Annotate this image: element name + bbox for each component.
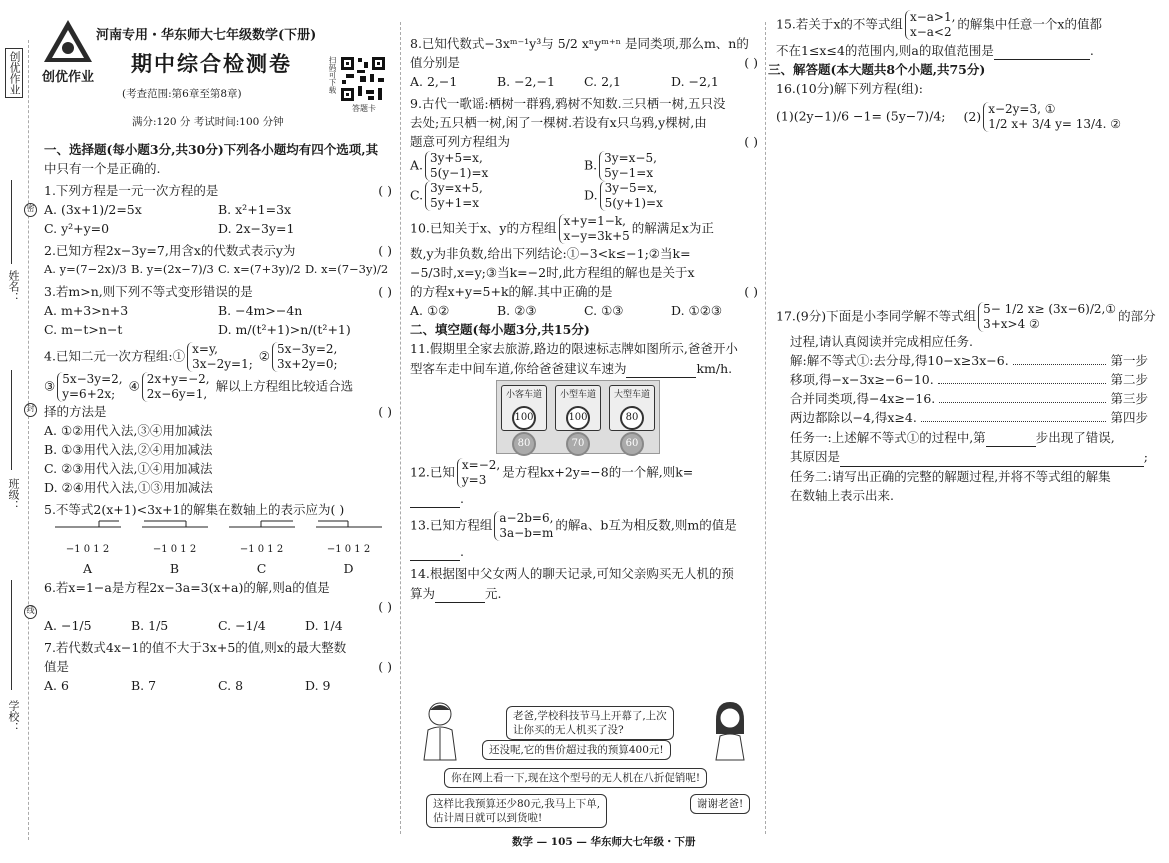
- question-5-numberlines: [44, 519, 392, 578]
- q2-option-c[interactable]: C. x=(7+3y)/2: [218, 262, 301, 276]
- q4-option-d[interactable]: D. ②④用代入法,①③用加减法: [44, 480, 213, 495]
- question-6-options: [44, 616, 392, 635]
- daughter-figure-icon: [708, 700, 752, 762]
- lane-sign-1: 小客车道 10080: [501, 385, 547, 431]
- cut-line: [28, 40, 29, 840]
- q1-option-c[interactable]: C. y²+y=0: [44, 221, 110, 236]
- section-fill-heading: 二、填空题(每小题3分,共15分): [410, 322, 590, 337]
- chat-message-daughter-2: 你在网上看一下,现在这个型号的无人机在八折促销呢!: [444, 768, 707, 788]
- seal-mark-1: 密: [24, 203, 37, 217]
- q9-option-c[interactable]: C. 3y=x+5, 5y+1=x: [410, 181, 483, 210]
- chat-message-daughter-1: 老爸,学校科技节马上开幕了,上次 让你买的无人机买了没?: [506, 706, 674, 740]
- q7-option-b[interactable]: B. 7: [131, 678, 157, 693]
- question-15: 15.若关于x的不等式组 x−a>1, x−a<2的解集中任意一个x的值都: [776, 10, 1102, 39]
- question-8-options: [410, 72, 758, 91]
- q13-answer-blank[interactable]: [410, 541, 460, 561]
- q9-option-b[interactable]: B. 3y=x−5, 5y−1=x: [584, 151, 657, 180]
- q17-steps: [776, 351, 1148, 427]
- q16-part-1: (1)(2y−1)/6 −1= (5y−7)/4;: [776, 108, 946, 124]
- question-1-options-row2: [44, 219, 392, 238]
- qr-label: 答题卡: [352, 104, 376, 113]
- q10-option-b[interactable]: B. ②③: [497, 303, 537, 318]
- q8-option-d[interactable]: D. −2,1: [671, 74, 719, 89]
- logo-text: 创优作业: [42, 70, 95, 85]
- school-line: [11, 580, 12, 690]
- q9-option-a[interactable]: A. 3y+5=x, 5(y−1)=x: [410, 151, 489, 180]
- q4-option-a[interactable]: A. ①②用代入法,③④用加减法: [44, 423, 213, 438]
- q12-answer-blank[interactable]: [410, 488, 460, 508]
- question-7-options: [44, 676, 392, 695]
- q3-option-a[interactable]: A. m+3>n+3: [44, 303, 129, 318]
- q2-option-d[interactable]: D. x=(7−3y)/2: [305, 262, 389, 276]
- question-13: 13.已知方程组 a−2b=6, 3a−b=m的解a、b互为相反数,则m的值是: [410, 511, 737, 540]
- q4-option-b[interactable]: B. ①③用代入法,②④用加减法: [44, 442, 213, 457]
- question-7: 7.若代数式4x−1的值不大于3x+5的值,则x的最大整数: [44, 640, 347, 655]
- logo-icon: [42, 18, 94, 64]
- q17-step-1: 解:解不等式①:去分母,得10−x≥3x−6. 第一步: [790, 353, 1148, 368]
- father-figure-icon: [418, 700, 462, 762]
- q7-option-a[interactable]: A. 6: [44, 678, 69, 693]
- question-11: 11.假期里全家去旅游,路边的限速标志牌如图所示,爸爸开小: [410, 341, 738, 356]
- number-line-icon: [314, 519, 384, 535]
- sidebar-brand: 创优作业: [5, 48, 23, 98]
- score-time: 满分:120 分 考试时间:100 分钟: [132, 116, 284, 128]
- q6-option-c[interactable]: C. −1/4: [218, 618, 266, 633]
- q3-option-c[interactable]: C. m−t>n−t: [44, 322, 123, 337]
- q17-answer-space[interactable]: [776, 505, 1148, 705]
- name-label: 姓名：: [7, 270, 20, 303]
- q11-answer-blank[interactable]: [626, 358, 696, 378]
- question-3-options-row2: [44, 320, 392, 339]
- chat-illustration: [418, 700, 758, 828]
- question-2: 2.已知方程2x−3y=7,用含x的代数式表示y为 ( ): [44, 243, 392, 258]
- q17-reason-blank[interactable]: [840, 447, 1144, 467]
- q5-option-a[interactable]: −1 0 1 2 A: [44, 519, 131, 578]
- question-1-options-row1: [44, 200, 392, 219]
- question-9-options-row1: [410, 151, 758, 181]
- question-3: 3.若m>n,则下列不等式变形错误的是 ( ): [44, 284, 392, 299]
- question-1: 1.下列方程是一元一次方程的是 ( ): [44, 183, 392, 198]
- question-2-options: [44, 260, 392, 279]
- qr-side-label: 扫码可下载: [328, 56, 337, 94]
- number-line-icon: [140, 519, 210, 535]
- q1-option-d[interactable]: D. 2x−3y=1: [218, 221, 295, 236]
- question-6: 6.若x=1−a是方程2x−3a=3(x+a)的解,则a的值是: [44, 580, 330, 595]
- q6-option-b[interactable]: B. 1/5: [131, 618, 169, 633]
- question-14: 14.根据图中父女两人的聊天记录,可知父亲购买无人机的预: [410, 566, 734, 581]
- section-answer-heading: 三、解答题(本大题共8个小题,共75分): [768, 62, 986, 77]
- column-divider-2: [765, 22, 766, 834]
- q17-step-blank[interactable]: [986, 427, 1036, 447]
- question-17: 17.(9分)下面是小李同学解不等式组 5− 1/2 x≥ (3x−6)/2,① 3+x>4 ②的部分: [776, 302, 1156, 331]
- q9-option-d[interactable]: D. 3y−5=x, 5(y+1)=x: [584, 181, 663, 210]
- page-footer: 数学 — 105 — 华东师大七年级・下册: [512, 836, 696, 848]
- q16-answer-space[interactable]: [776, 132, 1148, 302]
- number-line-icon: [227, 519, 297, 535]
- q2-option-a[interactable]: A. y=(7−2x)/3: [44, 262, 127, 276]
- page-title: 期中综合检测卷: [131, 51, 292, 76]
- q15-answer-blank[interactable]: [994, 40, 1090, 60]
- q8-option-b[interactable]: B. −2,−1: [497, 74, 555, 89]
- q17-step-3: 合并同类项,得−4x≥−16. 第三步: [790, 391, 1148, 406]
- class-line: [11, 370, 12, 470]
- q8-option-c[interactable]: C. 2,1: [584, 74, 621, 89]
- q3-option-b[interactable]: B. −4m>−4n: [218, 303, 303, 318]
- question-12: 12.已知 x=−2, y=3是方程kx+2y=−8的一个解,则k=: [410, 458, 694, 487]
- q5-option-d[interactable]: −1 0 1 2 D: [305, 519, 392, 578]
- lane-sign-3: 大型车道 8060: [609, 385, 655, 431]
- class-label: 班级：: [7, 478, 20, 511]
- q6-option-d[interactable]: D. 1/4: [305, 618, 343, 633]
- q4-option-c[interactable]: C. ②③用代入法,①④用加减法: [44, 461, 213, 476]
- column-2: 8.已知代数式−3xᵐ⁻¹y³与 5/2 xⁿyᵐ⁺ⁿ 是同类项,那么m、n的 值分别是 ( ) A. 2,−1 B. −2,−1 C. 2,1 D. −2,1 9.古代一歌谣:栖树一群鸦,鸦树不知数.三只栖一树,五只没 去处;五只栖一树,闲了一棵树.若设有x只乌鸦,y棵树,由 题意可列方程组为 ( ) A. 3y+5=x, 5(y−1)=x B. 3y=x−5, 5y−1=x C. 3y=x+5, 5y+1=x D. 3y−5=x, 5(y+1)=x 10.已知关于x、y的方程组 x+y=1−k, x−y=3k+5的解满足x为正 数,y为非负数,给出下列结论:①−3<k≤−1;②当k= −5/3时,x=y;③当k=−2时,此方程组的解也是关于x 的方程x+y=5+k的解.其中正确的是 ( ) A. ①② B. ②③ C. ①③ D. ①②③ 二、填空题(每小题3分,共15分) 11.假期里全家去旅游,路边的限速标志牌如图所示,爸爸开小 型客车走中间车道,你给爸爸建议车速为 km/h. 小客车道 10080 小型车道 10070 大型车道 8060 12.已知 x=−2, y=3是方程kx+2y=−8的一个解,则k= . 13.已知方程组 a−2b=6, 3a−b=m的解a、b互为相反数,则m的值是 . 14.根据图中父女两人的聊天记录,可知父亲购买无人机的预 算为 元.: [410, 36, 758, 601]
- logo: [42, 18, 94, 70]
- q6-option-a[interactable]: A. −1/5: [44, 618, 92, 633]
- q2-option-b[interactable]: B. y=(2x−7)/3: [131, 262, 214, 276]
- seal-mark-2: 封: [24, 403, 37, 417]
- question-3-options-row1: [44, 301, 392, 320]
- q7-option-c[interactable]: C. 8: [218, 678, 244, 693]
- series-title: 河南专用・华东师大七年级数学(下册): [96, 28, 317, 43]
- question-16-parts: (1)(2y−1)/6 −1= (5y−7)/4; (2) x−2y=3, ① 1/2 x+ 3/4 y= 13/4. ②: [776, 102, 1122, 131]
- qr-code-icon[interactable]: [340, 56, 386, 102]
- question-8: 8.已知代数式−3xᵐ⁻¹y³与 5/2 xⁿyᵐ⁺ⁿ 是同类项,那么m、n的: [410, 36, 749, 51]
- number-line-icon: [53, 519, 123, 535]
- section-choice-heading: 一、选择题(每小题3分,共30分)下列各小题均有四个选项,其: [44, 142, 379, 157]
- lane-sign-2: 小型车道 10070: [555, 385, 601, 431]
- q10-option-d[interactable]: D. ①②③: [671, 303, 723, 318]
- q1-option-a[interactable]: A. (3x+1)/2=5x: [44, 202, 142, 217]
- q5-option-c[interactable]: −1 0 1 2 C: [218, 519, 305, 578]
- q14-answer-blank[interactable]: [435, 583, 485, 603]
- q17-step-4: 两边都除以−4,得x≥4. 第四步: [790, 410, 1148, 425]
- question-4: 4.已知二元一次方程组:① x=y, 3x−2y=1; ② 5x−3y=2, 3x+2y=0;: [44, 342, 338, 371]
- column-divider-1: [400, 22, 401, 834]
- q7-option-d[interactable]: D. 9: [305, 678, 331, 693]
- question-5: 5.不等式2(x+1)<3x+1的解集在数轴上的表示应为( ): [44, 502, 345, 517]
- seal-mark-3: 线: [24, 605, 37, 619]
- exam-scope: (考查范围:第6章至第8章): [122, 88, 242, 100]
- question-16: 16.(10分)解下列方程(组):: [776, 81, 924, 96]
- chat-message-father-1: 还没呢,它的售价超过我的预算400元!: [482, 740, 671, 760]
- column-3: 15.若关于x的不等式组 x−a>1, x−a<2的解集中任意一个x的值都 不在1≤x≤4的范围内,则a的取值范围是 . 三、解答题(本大题共8个小题,共75分) 16.(10分)解下列方程(组): (1)(2y−1)/6 −1= (5y−7)/4; (2) x−2y=3, ① 1/2 x+ 3/4 y= 13/4. ② 17.(9分)下面是小李同学解不等式组 5− 1/2 x≥ (3x−6)/2,① 3+x>4 ②的部分 过程,请认真阅读并完成相应任务. 解:解不等式①:去分母,得10−x≥3x−6. 第一步 移项,得−x−3x≥−6−10. 第二步 合并同类项,得−4x≥−16. 第三步 两边都除以−4,得x≥4. 第四步 任务一:上述解不等式①的过程中,第 步出现了错误, 其原因是 ; 任务二:请写出正确的完整的解题过程,并将不等式组的解集 在数轴上表示出来.: [776, 10, 1148, 705]
- q10-option-a[interactable]: A. ①②: [410, 303, 450, 318]
- q10-option-c[interactable]: C. ①③: [584, 303, 624, 318]
- column-1: 一、选择题(每小题3分,共30分)下列各小题均有四个选项,其 中只有一个是正确的. 1.下列方程是一元一次方程的是 ( ) A. (3x+1)/2=5x B. x²+1=3x C. y²+y=0 D. 2x−3y=1 2.已知方程2x−3y=7,用含x的代数式表示y为 ( ) A. y=(7−2x)/3 B. y=(2x−7)/3 C. x=(7+3y)/2 D. x=(7−3y)/2 3.若m>n,则下列不等式变形错误的是 ( ) A. m+3>n+3 B. −4m>−4n C. m−t>n−t D. m/(t²+1)>n/(t²+1) 4.已知二元一次方程组:① x=y, 3x−2y=1; ② 5x−3y=2, 3x+2y=0; ③ 5x−3y=2, y=6+2x; ④ 2x+y=−2, 2x−6y=1, 解以上方程组比较适合选 择的方法是 ( ) A. ①②用代入法,③④用加减法 B. ①③用代入法,②④用加减法 C. ②③用代入法,①④用加减法 D. ②④用代入法,①③用加减法 5.不等式2(x+1)<3x+1的解集在数轴上的表示应为( ) −1 0 1 2 A −1 0 1 2 B −1 0 1 2 C −1 0 1 2 D 6.若x=1−a是方程2x−3a=3(x+a)的解,则a的值是 ( ) A. −1/5 B. 1/5 C. −1/4 D. 1/4 7.若代数式4x−1的值不大于3x+5的值,则x的最大整数 值是 ( ) A. 6 B. 7 C. 8 D. 9: [44, 142, 392, 693]
- question-9: 9.古代一歌谣:栖树一群鸦,鸦树不知数.三只栖一树,五只没: [410, 96, 726, 111]
- chat-message-daughter-3: 谢谢老爸!: [690, 794, 750, 814]
- q8-option-a[interactable]: A. 2,−1: [410, 74, 458, 89]
- speed-limit-signs: [496, 380, 660, 454]
- name-line: [11, 180, 12, 264]
- q17-step-2: 移项,得−x−3x≥−6−10. 第二步: [790, 372, 1148, 387]
- question-9-options-row2: [410, 181, 758, 211]
- question-10: 10.已知关于x、y的方程组 x+y=1−k, x−y=3k+5的解满足x为正: [410, 214, 714, 243]
- q3-option-d[interactable]: D. m/(t²+1)>n/(t²+1): [218, 322, 351, 337]
- q1-option-b[interactable]: B. x²+1=3x: [218, 202, 292, 217]
- binding-margin: [0, 0, 35, 863]
- question-4-cont: ③ 5x−3y=2, y=6+2x; ④ 2x+y=−2, 2x−6y=1, 解以上方程组比较适合选: [44, 372, 354, 401]
- question-10-options: [410, 301, 758, 320]
- q5-option-b[interactable]: −1 0 1 2 B: [131, 519, 218, 578]
- section-choice-desc: 中只有一个是正确的.: [44, 161, 161, 176]
- school-label: 学校：: [7, 700, 20, 733]
- chat-message-father-2: 这样比我预算还少80元,我马上下单, 估计周日就可以到货啦!: [426, 794, 607, 828]
